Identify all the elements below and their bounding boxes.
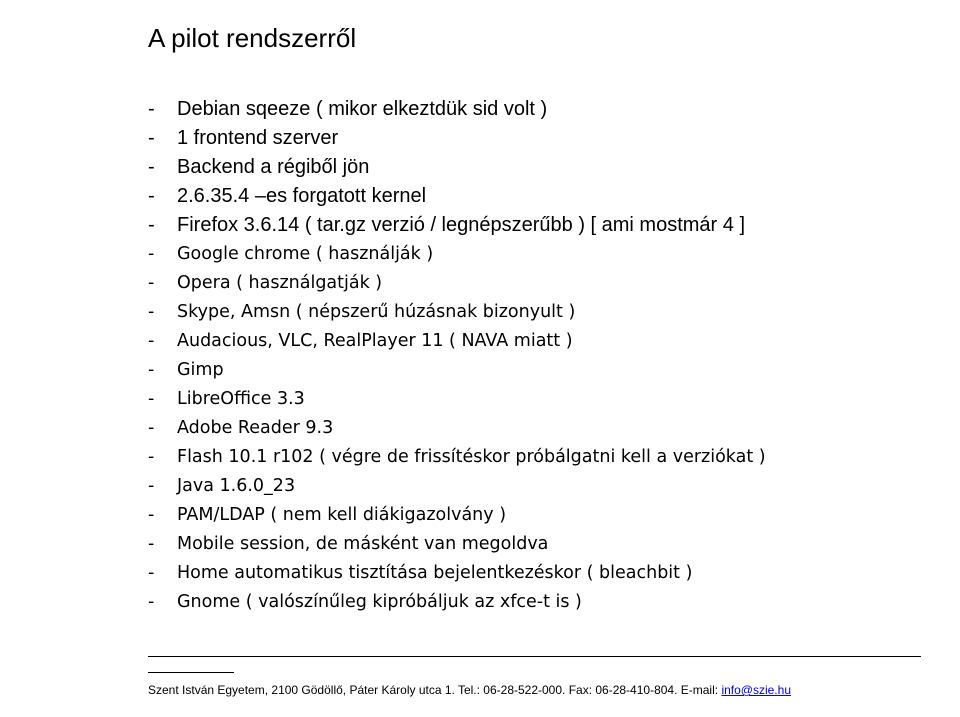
bullet-dash: - [148, 273, 155, 293]
list-item-text: Google chrome ( használják ) [177, 244, 434, 264]
footer-email-link[interactable]: info@szie.hu [721, 683, 791, 697]
bullet-dash: - [148, 156, 155, 178]
list-item-text: Adobe Reader 9.3 [177, 418, 334, 438]
footer-divider-short [148, 672, 234, 673]
bullet-dash: - [148, 476, 155, 496]
list-item [148, 327, 766, 356]
list-item [148, 385, 766, 414]
list-item-text: Debian sqeeze ( mikor elkeztdük sid volt ) [177, 98, 548, 120]
list-item [148, 182, 766, 211]
list-item-text: Flash 10.1 r102 ( végre de frissítéskor próbálgatni kell a verziókat ) [177, 447, 766, 467]
bullet-dash: - [148, 389, 155, 409]
bullet-dash: - [148, 534, 155, 554]
bullet-dash: - [148, 302, 155, 322]
bullet-dash: - [148, 447, 155, 467]
bullet-dash: - [148, 505, 155, 525]
list-item-text: LibreOffice 3.3 [177, 389, 305, 409]
list-item [148, 211, 766, 240]
slide-title: A pilot rendszerről [148, 23, 357, 53]
list-item [148, 356, 766, 385]
bullet-dash: - [148, 185, 155, 207]
list-item-text: PAM/LDAP ( nem kell diákigazolvány ) [177, 505, 507, 525]
bullet-dash: - [148, 360, 155, 380]
list-item [148, 472, 766, 501]
list-item-text: Firefox 3.6.14 ( tar.gz verzió / legnépszerűbb ) [ ami mostmár 4 ] [177, 214, 746, 236]
list-item [148, 124, 766, 153]
bullet-dash: - [148, 127, 155, 149]
bullet-dash: - [148, 331, 155, 351]
footer-contact-text: Szent István Egyetem, 2100 Gödöllő, Páter Károly utca 1. Tel.: 06-28-522-000. Fax: 06-28-410-804. E-mail: [148, 683, 722, 697]
list-item [148, 501, 766, 530]
list-item-text: Java 1.6.0_23 [177, 476, 296, 496]
list-item-text: Gnome ( valószínűleg kipróbáljuk az xfce-t is ) [177, 592, 582, 612]
bullet-dash: - [148, 418, 155, 438]
list-item [148, 269, 766, 298]
list-item [148, 298, 766, 327]
bullet-dash: - [148, 563, 155, 583]
list-item-text: Backend a régiből jön [177, 156, 370, 178]
list-item-text: Mobile session, de másként van megoldva [177, 534, 549, 554]
list-item [148, 530, 766, 559]
footer-divider [148, 656, 921, 657]
bullet-dash: - [148, 592, 155, 612]
list-item-text: Opera ( használgatják ) [177, 273, 383, 293]
list-item-text: Gimp [177, 360, 224, 380]
list-item [148, 559, 766, 588]
bullet-dash: - [148, 244, 155, 264]
bullet-dash: - [148, 214, 155, 236]
list-item [148, 443, 766, 472]
list-item [148, 95, 766, 124]
bullet-list [148, 95, 766, 617]
list-item [148, 240, 766, 269]
list-item-text: Audacious, VLC, RealPlayer 11 ( NAVA miatt ) [177, 331, 573, 351]
footer-contact [148, 682, 791, 698]
list-item-text: Home automatikus tisztítása bejelentkezéskor ( bleachbit ) [177, 563, 693, 583]
bullet-dash: - [148, 98, 155, 120]
list-item [148, 588, 766, 617]
list-item [148, 153, 766, 182]
list-item-text: 1 frontend szerver [177, 127, 339, 149]
list-item-text: Skype, Amsn ( népszerű húzásnak bizonyult ) [177, 302, 576, 322]
list-item-text: 2.6.35.4 –es forgatott kernel [177, 185, 427, 207]
list-item [148, 414, 766, 443]
